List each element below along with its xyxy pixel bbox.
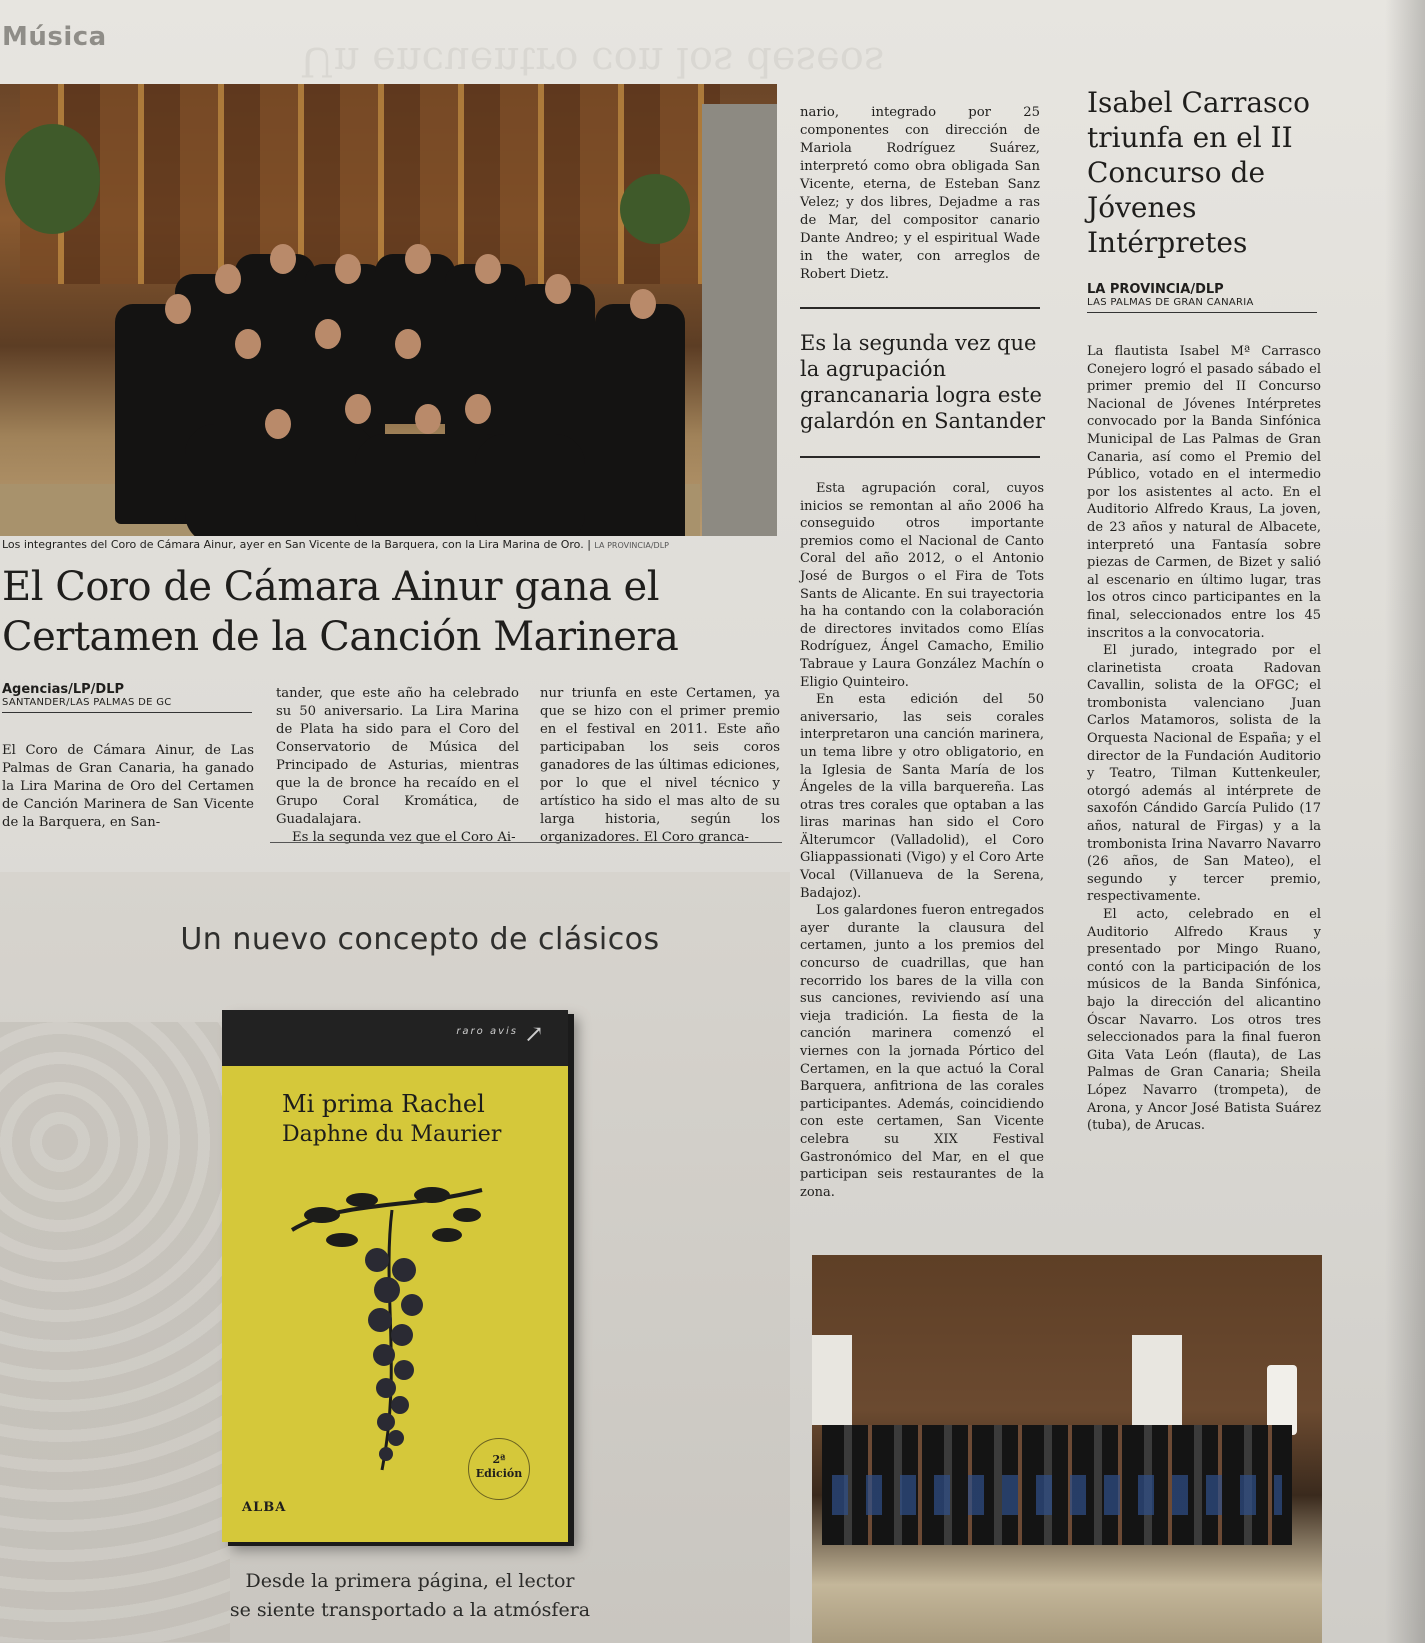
photo-caption: Los integrantes del Coro de Cámara Ainur, ayer en San Vicente de la Barquera, con la Lira Marina de Oro. | LA PROVINCIA/DLP (2, 538, 669, 551)
caption-credit: LA PROVINCIA/DLP (594, 541, 669, 550)
subhead-rule-bottom (800, 456, 1040, 458)
main-column-3 (540, 685, 780, 847)
section-label: Música (2, 22, 107, 52)
book-title: Mi prima Rachel (282, 1090, 485, 1118)
caption-text: Los integrantes del Coro de Cámara Ainur, ayer en San Vicente de la Barquera, con la Lira Marina de Oro. (2, 538, 584, 551)
choir-group (105, 234, 725, 524)
floral-decoration (0, 1022, 230, 1642)
main-column-4 (800, 480, 1044, 1201)
banner-left (812, 1335, 852, 1425)
main-byline (2, 682, 252, 713)
main-column-1 (2, 742, 254, 832)
column-rule (270, 842, 782, 843)
publisher-logo: ALBA (242, 1500, 287, 1515)
paragraph: nario, integrado por 25 componentes con dirección de Mariola Rodríguez Suárez, interpretó como obra obligada San Vicente, eterna, de Esteban Sanz Velez; y dos libres, Dejadme a ras de Mar, del compositor canario Dante Andreo; y el espiritual Wade in the water, con arreglos de Robert Dietz. (800, 105, 1040, 282)
banner-center (1132, 1335, 1182, 1435)
ad-title: Un nuevo concepto de clásicos (180, 922, 660, 957)
byline-place: SANTANDER/LAS PALMAS DE GC (2, 697, 252, 713)
plant-left (5, 124, 100, 234)
choir-photo (0, 84, 777, 536)
paragraph: Esta agrupación coral, cuyos inicios se remontan al año 2006 ha conseguido otros importante premios como el Nacional de Canto Coral del año 2012, o el Antonio José de Burgos o el Fira de Tots Sants de Alicante. En sui trayectoria ha ha contando con la colaboración de directores invitados como Elías Rodríguez, Ángel Camacho, Emilio Tabraue y Laura González Machín o Eligio Quinteiro. (800, 481, 1044, 690)
concert-photo (812, 1255, 1322, 1643)
paragraph: tander, que este año ha celebrado su 50 aniversario. La Lira Marina de Plata ha sido para el Coro del Conservatorio de Música del Principado de Asturias, mientras que la de bronce ha recaído en el Grupo Coral Kromática, de Guadalajara. (276, 686, 519, 827)
paragraph: Es la segunda vez que el Coro Ai- (292, 830, 516, 845)
chairs (832, 1475, 1282, 1515)
ad-footer-text (150, 1567, 670, 1625)
byline-agency: LA PROVINCIA/DLP (1087, 282, 1224, 297)
byline-agency: Agencias/LP/DLP (2, 682, 125, 697)
side-headline: Isabel Carrasco triunfa en el II Concurso de Jóvenes Intérpretes (1087, 86, 1310, 259)
wisteria-illustration (282, 1170, 502, 1490)
series-label: raro avis (456, 1026, 518, 1037)
mirrored-bleed-through-text: Un encuentro con los deseos (300, 38, 885, 84)
byline-place: LAS PALMAS DE GRAN CANARIA (1087, 297, 1317, 313)
bird-icon: ↗ (523, 1020, 544, 1048)
main-column-4-top (800, 104, 1040, 284)
paragraph: El Coro de Cámara Ainur, de Las Palmas de Gran Canaria, ha ganado la Lira Marina de Oro del Certamen de Canción Marinera de San Vicente de la Barquera, en San- (2, 743, 254, 830)
book-author: Daphne du Maurier (282, 1122, 502, 1147)
cover-band (222, 1010, 568, 1066)
paragraph: Los galardones fueron entregados ayer durante la clausura del certamen, junto a los premios del concurso de cuadrillas, que han recorrido los bares de la villa con sus canciones, reviviendo así una vieja tradición. La fiesta de la canción marinera comenzó el viernes con la jornada Pórtico del Certamen, en la que actuó la Coral Barquera, anfitriona de las corales participantes. Además, coincidiendo con este certamen, San Vicente celebra su XIX Festival Gastronómico del Mar, en el que participan seis restaurantes de la zona. (800, 903, 1044, 1200)
pull-quote: Es la segunda vez que la agrupación grancanaria logra este galardón en Santander (800, 331, 1045, 433)
edition-badge: 2ª Edición (468, 1438, 530, 1500)
paragraph: nur triunfa en este Certamen, ya que se hizo con el primer premio en el festival en 2011. Este año participaban los seis coros ganadores de las últimas ediciones, por lo que el nivel técnico y artístico ha sido el mas alto de su larga historia, según los organizadores. El Coro granca- (540, 686, 780, 845)
main-column-2 (276, 685, 519, 847)
book-advertisement (0, 872, 790, 1643)
side-byline (1087, 282, 1317, 313)
ad-footer-line: se siente transportado a la atmósfera (229, 1599, 591, 1621)
subhead-rule-top (800, 307, 1040, 309)
paragraph: El jurado, integrado por el clarinetista croata Radovan Cavallin, solista de la OFGC; el trombonista valenciano Juan Carlos Matamoros, solista de la Orquesta Nacional de España; y el director de la Fundación Auditorio y Teatro, Tilman Kuttenkeuler, otorgó además al intérprete de saxofón Cándido García Pulido (17 años, natural de Firgas) y a la trombonista Irina Navarro Navarro (26 años, de San Mateo), el segundo y tercer premio, respectivamente. (1087, 643, 1321, 905)
side-column (1087, 343, 1321, 1135)
main-headline: El Coro de Cámara Ainur gana el Certamen de la Canción Marinera (2, 564, 679, 660)
paragraph: El acto, celebrado en el Auditorio Alfredo Kraus y presentado por Mingo Ruano, contó con la participación de los músicos de la Banda Sinfónica, bajo la dirección del alicantino Óscar Navarro. Los otros tres seleccionados para la final fueron Gita Vata León (flauta), de Las Palmas de Gran Canaria; Sheila López Navarro (trompeta), de Arona, y Ancor José Batista Suárez (tuba), de Arucas. (1087, 907, 1321, 1134)
paragraph: En esta edición del 50 aniversario, las seis corales interpretaron una canción marinera, un tema libre y otro obligatorio, en la Iglesia de Santa María de los Ángeles de la villa barquereña. Las otras tres corales que optaban a las liras marinas han sido el Coro Älterumcor (Valladolid), el Coro Gliappassionati (Vigo) y el Coro Arte Vocal (Villanueva de la Serena, Badajoz). (800, 692, 1044, 901)
paragraph: La flautista Isabel Mª Carrasco Conejero logró el pasado sábado el primer premio del II Concurso Nacional de Jóvenes Intérpretes convocado por la Banda Sinfónica Municipal de Las Palmas de Gran Canaria, así como el Premio del Público, votado en el intermedio por los asistentes al acto. En el Auditorio Alfredo Kraus, La joven, de 23 años y natural de Albacete, interpretó una Fantasía sobre piezas de Carmen, de Bizet y salió al escenario en último lugar, tras los otros cinco participantes en la final, seleccionados entre los 45 inscritos a la convocatoria. (1087, 344, 1321, 641)
ad-footer-line: Desde la primera página, el lector (245, 1570, 575, 1592)
book-cover (222, 1010, 568, 1542)
